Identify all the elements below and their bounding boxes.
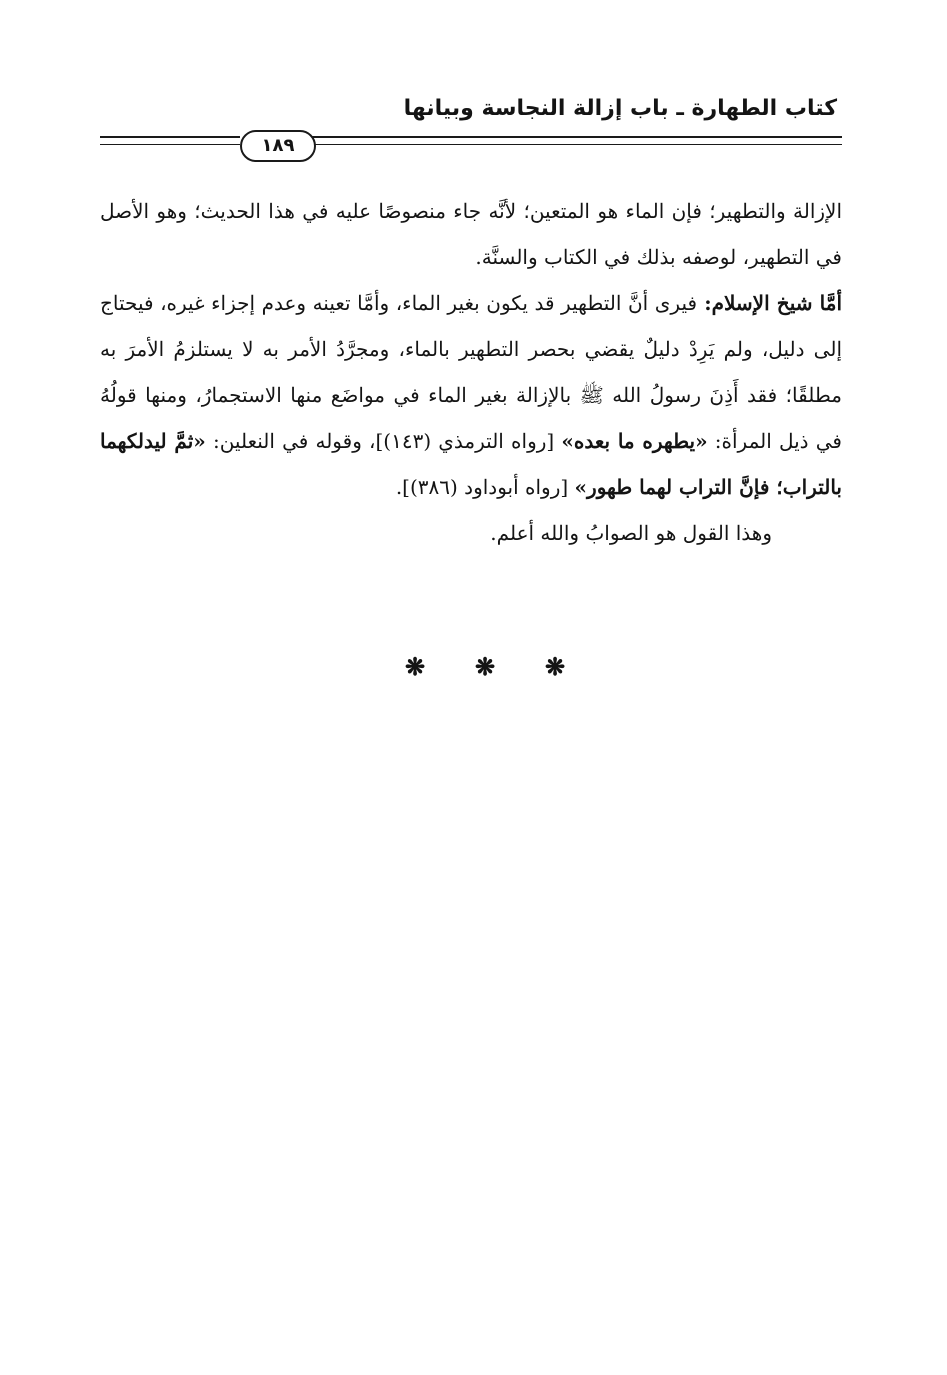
hadith-quote-2: «ثمَّ ليدلكهما بالتراب؛ فإنَّ التراب لهما طهور» (100, 429, 842, 499)
running-header-title: كتاب الطهارة ـ باب إزالة النجاسة وبيانها (403, 96, 837, 121)
paragraph-2-text-b: [رواه الترمذي (١٤٣)]، وقوله في النعلين: (205, 429, 562, 453)
star-ornament-icon: ❋ (404, 652, 426, 681)
page-body (100, 188, 842, 556)
header-rule-left-bottom (100, 144, 240, 145)
header-rule-left-top (100, 136, 240, 138)
paragraph-2-text-a: فيرى أنَّ التطهير قد يكون بغير الماء، وأمَّا تعينه وعدم إجزاء غيره، فيحتاج إلى دليل، ولم يَرِدْ دليلٌ يقضي بحصر التطهير بالماء، ومجرَّدُ الأمر به لا يستلزمُ الأمرَ به مطلقًا؛ فقد أَذِنَ رسولُ الله ﷺ بالإزالة بغير الماء في مواضَع منها الاستجمارُ، ومنها قولُهُ في ذيل المرأة: (100, 291, 842, 453)
paragraph-1: الإزالة والتطهير؛ فإن الماء هو المتعين؛ لأنَّه جاء منصوصًا عليه في هذا الحديث؛ وهو الأصل في التطهير، لوصفه بذلك في الكتاب والسنَّة. (100, 199, 842, 269)
paragraph-3: وهذا القول هو الصوابُ والله أعلم. (490, 521, 772, 545)
paragraph-2-text-c: [رواه أبوداود (٣٨٦)]. (395, 475, 575, 499)
paragraph-2-lead: أمَّا شيخ الإسلام: (697, 291, 843, 315)
star-ornament-icon: ❋ (544, 652, 566, 681)
paragraph-2 (100, 280, 842, 510)
section-separator (400, 652, 570, 682)
hadith-quote-1: «يطهره ما بعده» (561, 429, 708, 453)
page-number: ١٨٩ (240, 130, 316, 162)
header-rule-right-top (312, 136, 842, 138)
header-rule-right-bottom (312, 144, 842, 145)
star-ornament-icon: ❋ (474, 652, 496, 681)
